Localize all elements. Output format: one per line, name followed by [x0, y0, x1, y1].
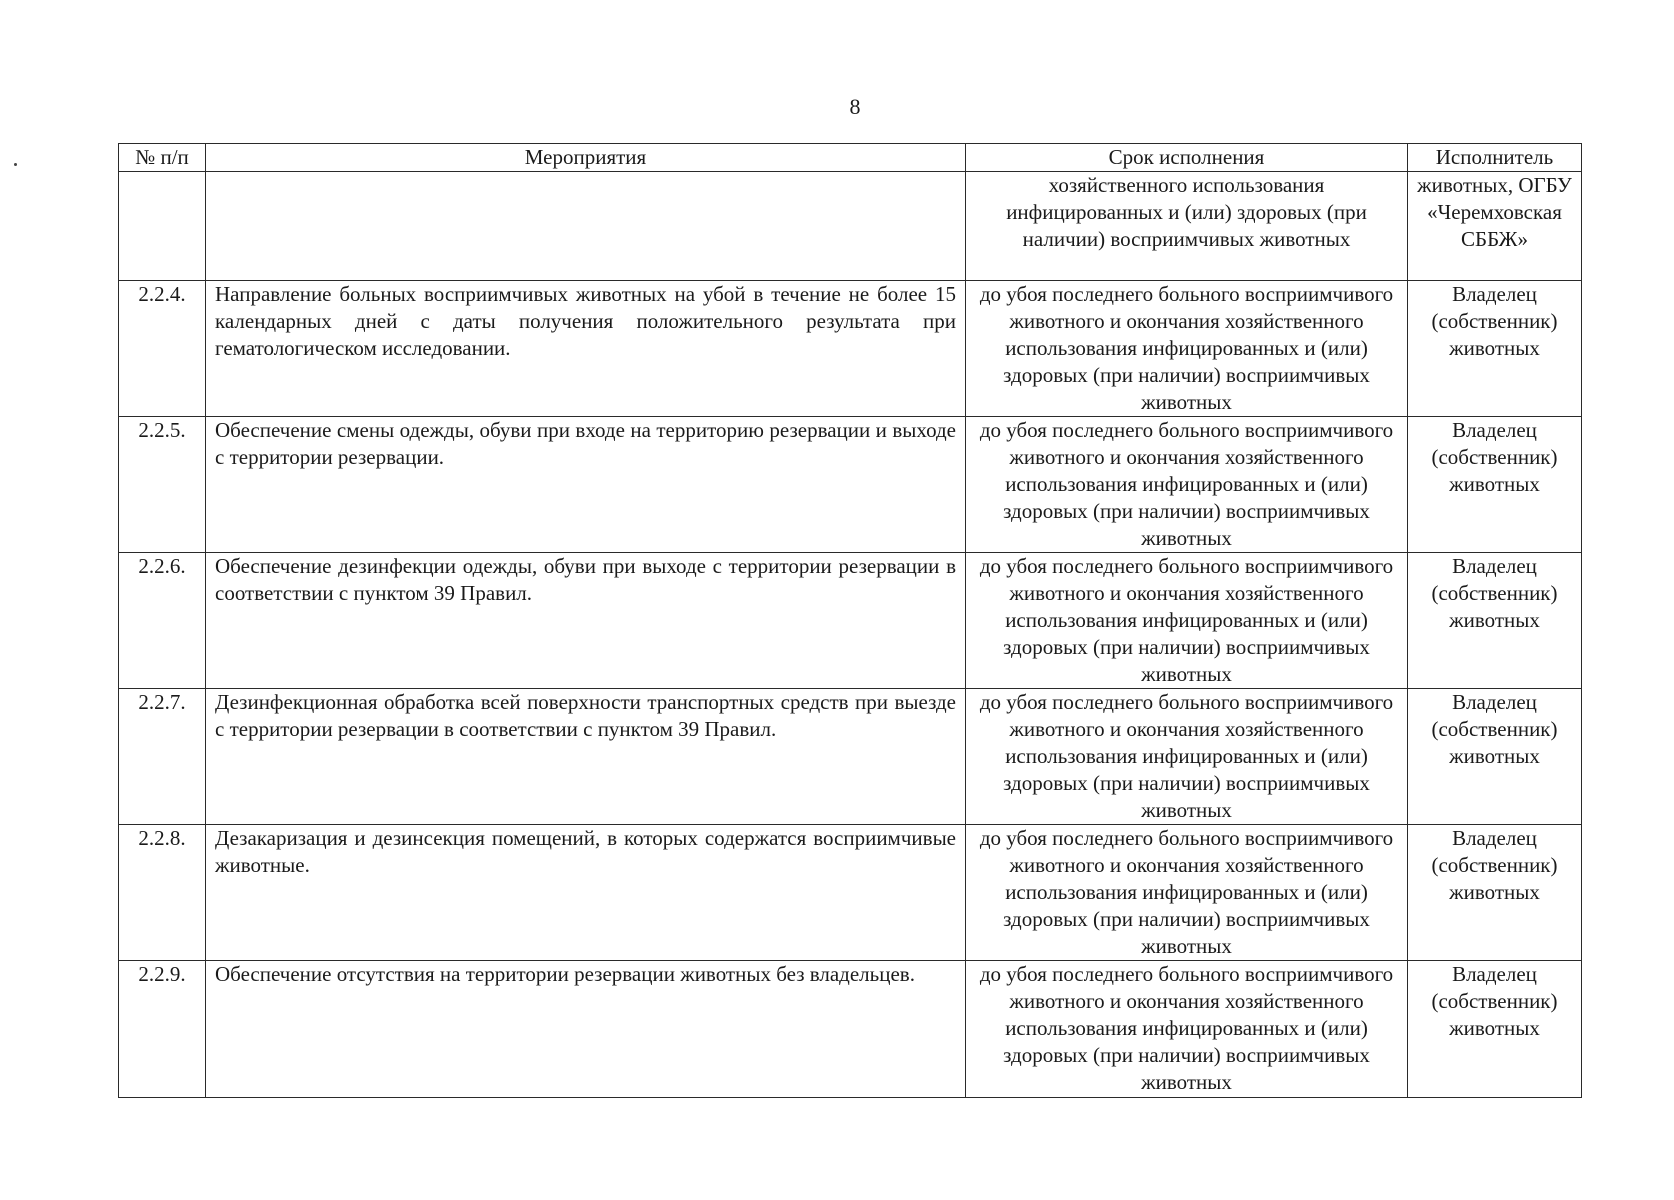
header-num: № п/п [119, 144, 206, 172]
table-row [119, 553, 1582, 689]
table-row-continuation [119, 172, 1582, 281]
row-term: до убоя последнего больного восприимчивого животного и окончания хозяйственного использования инфицированных и (или) здоровых (при наличии) восприимчивых животных [966, 281, 1408, 417]
row-executor: Владелец (собственник) животных [1408, 281, 1582, 417]
measures-table [118, 143, 1582, 1098]
row-term: до убоя последнего больного восприимчивого животного и окончания хозяйственного использования инфицированных и (или) здоровых (при наличии) восприимчивых животных [966, 689, 1408, 825]
row-term: до убоя последнего больного восприимчивого животного и окончания хозяйственного использования инфицированных и (или) здоровых (при наличии) восприимчивых животных [966, 961, 1408, 1098]
page-number: 8 [849, 94, 861, 119]
table-row [119, 825, 1582, 961]
row-activity: Обеспечение смены одежды, обуви при входе на территорию резервации и выходе с территории резервации. [206, 417, 966, 553]
row-term: хозяйственного использования инфицированных и (или) здоровых (при наличии) восприимчивых животных [966, 172, 1408, 281]
row-term: до убоя последнего больного восприимчивого животного и окончания хозяйственного использования инфицированных и (или) здоровых (при наличии) восприимчивых животных [966, 825, 1408, 961]
row-num: 2.2.7. [119, 689, 206, 825]
row-num: 2.2.8. [119, 825, 206, 961]
table-header-row [119, 144, 1582, 172]
header-activity: Мероприятия [206, 144, 966, 172]
header-term: Срок исполнения [966, 144, 1408, 172]
row-executor: Владелец (собственник) животных [1408, 553, 1582, 689]
row-num: 2.2.6. [119, 553, 206, 689]
row-activity: Направление больных восприимчивых животных на убой в течение не более 15 календарных дней с даты получения положительного результата при гематологическом исследовании. [206, 281, 966, 417]
row-executor: Владелец (собственник) животных [1408, 825, 1582, 961]
table-row [119, 417, 1582, 553]
row-num: 2.2.9. [119, 961, 206, 1098]
row-executor: животных, ОГБУ «Черемховская СББЖ» [1408, 172, 1582, 281]
row-executor: Владелец (собственник) животных [1408, 689, 1582, 825]
row-activity: Обеспечение отсутствия на территории резервации животных без владельцев. [206, 961, 966, 1098]
row-num [119, 172, 206, 281]
row-term: до убоя последнего больного восприимчивого животного и окончания хозяйственного использования инфицированных и (или) здоровых (при наличии) восприимчивых животных [966, 417, 1408, 553]
header-executor: Исполнитель [1408, 144, 1582, 172]
row-executor: Владелец (собственник) животных [1408, 417, 1582, 553]
row-executor: Владелец (собственник) животных [1408, 961, 1582, 1098]
row-num: 2.2.4. [119, 281, 206, 417]
row-activity [206, 172, 966, 281]
table-row [119, 281, 1582, 417]
table-row [119, 961, 1582, 1098]
row-activity: Обеспечение дезинфекции одежды, обуви при выходе с территории резервации в соответствии с пунктом 39 Правил. [206, 553, 966, 689]
scan-speck [14, 163, 17, 166]
row-activity: Дезакаризация и дезинсекция помещений, в которых содержатся восприимчивые животные. [206, 825, 966, 961]
row-activity: Дезинфекционная обработка всей поверхности транспортных средств при выезде с территории резервации в соответствии с пунктом 39 Правил. [206, 689, 966, 825]
row-num: 2.2.5. [119, 417, 206, 553]
table-row [119, 689, 1582, 825]
row-term: до убоя последнего больного восприимчивого животного и окончания хозяйственного использования инфицированных и (или) здоровых (при наличии) восприимчивых животных [966, 553, 1408, 689]
